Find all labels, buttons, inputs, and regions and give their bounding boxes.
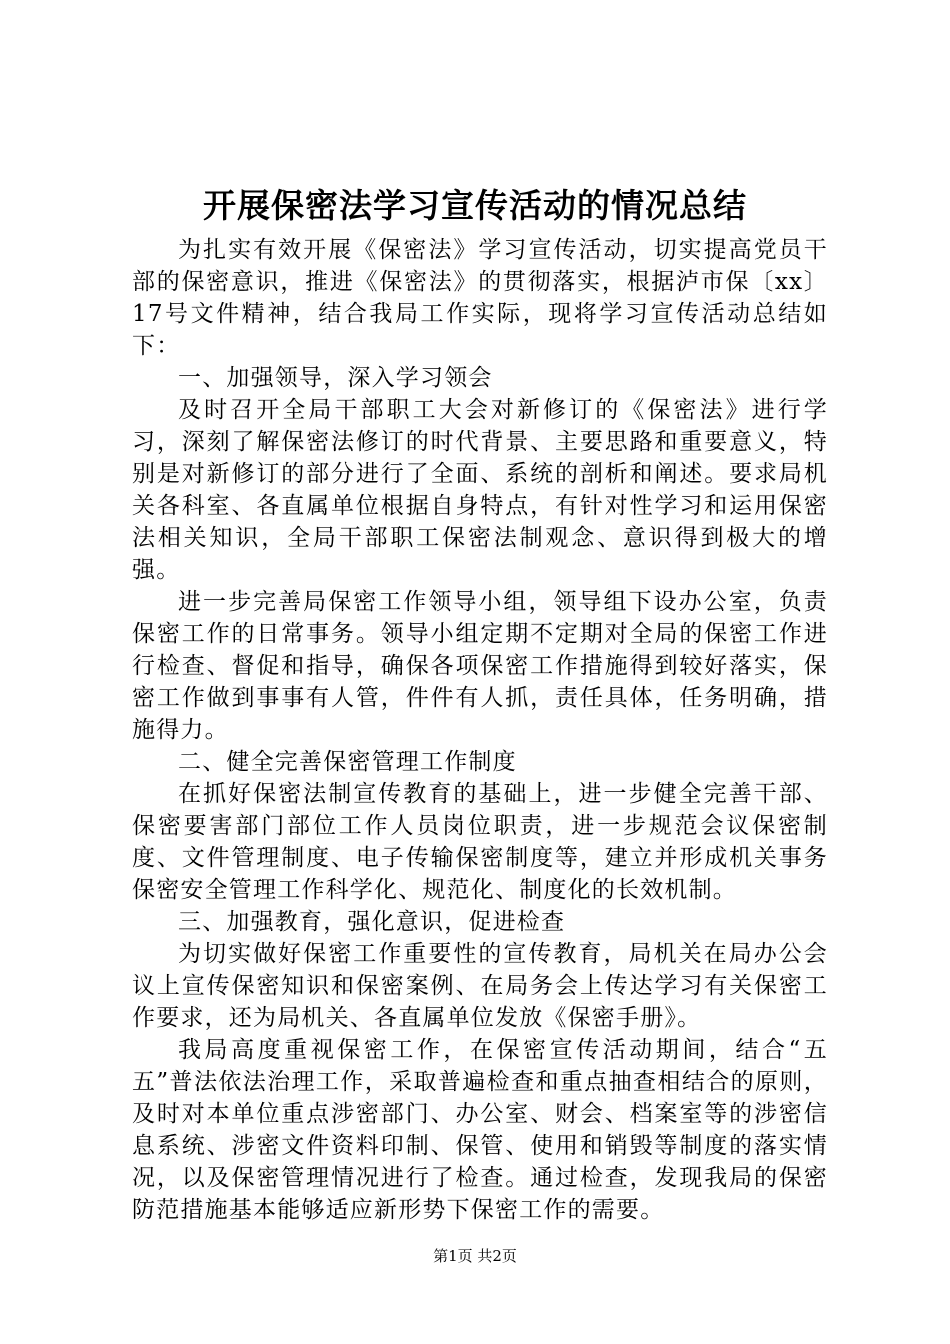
page-number-footer: 第1页 共2页 xyxy=(433,1247,517,1265)
document-title: 开展保密法学习宣传活动的情况总结 xyxy=(203,186,747,225)
section-heading-2: 二、健全完善保密管理工作制度 xyxy=(178,749,517,775)
body-paragraph: 在抓好保密法制宣传教育的基础上，进一步健全完善干部、保密要害部门部位工作人员岗位职责，进一步规范会议保密制度、文件管理制度、电子传输保密制度等，建立并形成机关事务保密安全管理工作科学化、规范化、制度化的长效机制。 xyxy=(132,781,828,903)
section-heading-1: 一、加强领导，深入学习领会 xyxy=(178,365,493,391)
intro-paragraph: 为扎实有效开展《保密法》学习宣传活动，切实提高党员干部的保密意识，推进《保密法》的贯彻落实，根据泸市保〔xx〕17号文件精神，结合我局工作实际，现将学习宣传活动总结如下： xyxy=(132,237,828,359)
body-paragraph: 及时召开全局干部职工大会对新修订的《保密法》进行学习，深刻了解保密法修订的时代背景、主要思路和重要意义，特别是对新修订的部分进行了全面、系统的剖析和阐述。要求局机关各科室、各直属单位根据自身特点，有针对性学习和运用保密法相关知识，全局干部职工保密法制观念、意识得到极大的增强。 xyxy=(132,397,828,583)
document-body xyxy=(132,234,828,1226)
section-heading-3: 三、加强教育，强化意识，促进检查 xyxy=(178,909,566,935)
body-paragraph: 进一步完善局保密工作领导小组，领导组下设办公室，负责保密工作的日常事务。领导小组定期不定期对全局的保密工作进行检查、督促和指导，确保各项保密工作措施得到较好落实，保密工作做到事事有人管，件件有人抓，责任具体，任务明确，措施得力。 xyxy=(132,589,828,743)
body-paragraph: 我局高度重视保密工作，在保密宣传活动期间，结合“五五”普法依法治理工作，采取普遍检查和重点抽查相结合的原则，及时对本单位重点涉密部门、办公室、财会、档案室等的涉密信息系统、涉密文件资料印制、保管、使用和销毁等制度的落实情况，以及保密管理情况进行了检查。通过检查，发现我局的保密防范措施基本能够适应新形势下保密工作的需要。 xyxy=(132,1037,828,1223)
body-paragraph: 为切实做好保密工作重要性的宣传教育，局机关在局办公会议上宣传保密知识和保密案例、在局务会上传达学习有关保密工作要求，还为局机关、各直属单位发放《保密手册》。 xyxy=(132,941,828,1031)
